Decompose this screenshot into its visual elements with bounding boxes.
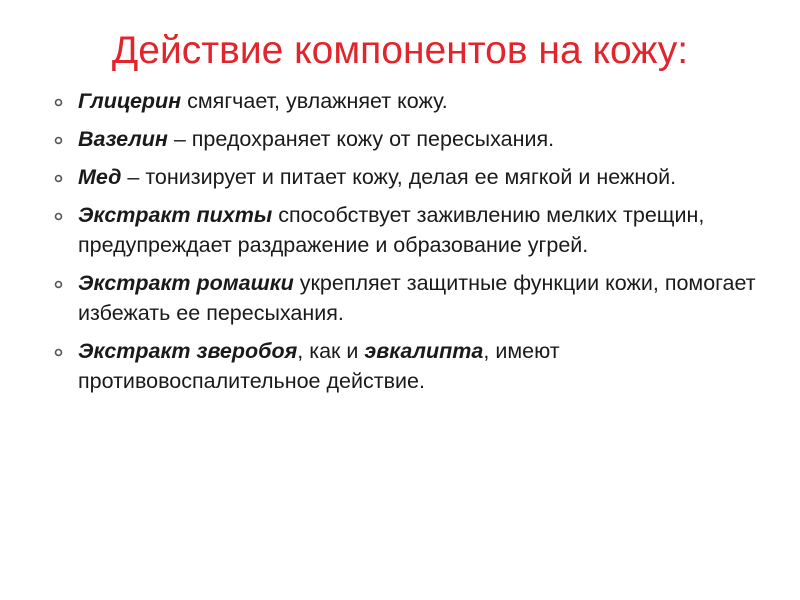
item-text: укрепляет защитные функции кожи, помогает избежать ее пересыхания. — [78, 271, 756, 325]
item-term-2: эвкалипта — [364, 339, 484, 363]
item-term: Глицерин — [78, 89, 182, 113]
ring-bullet-icon — [54, 174, 63, 183]
item-text-2: , имеют противовоспалительное действие. — [78, 339, 560, 393]
item-term: Экстракт пихты — [78, 203, 273, 227]
item-term: Экстракт зверобоя — [78, 339, 298, 363]
list-item — [52, 336, 772, 396]
ring-bullet-icon — [54, 136, 63, 145]
item-text: – предохраняет кожу от пересыхания. — [167, 127, 555, 151]
item-term: Вазелин — [78, 127, 168, 151]
item-text: способствует заживлению мелких трещин, предупреждает раздражение и образование угрей. — [78, 203, 705, 257]
list-item — [52, 268, 772, 328]
slide-title: Действие компонентов на кожу: — [111, 29, 689, 72]
list-item — [52, 200, 772, 260]
ring-bullet-icon — [54, 280, 63, 289]
item-text: – тонизирует и питает кожу, делая ее мягкой и нежной. — [121, 165, 677, 189]
item-text: смягчает, увлажняет кожу. — [181, 89, 448, 113]
item-term: Мед — [78, 165, 122, 189]
list-item — [52, 124, 772, 154]
ring-bullet-icon — [54, 212, 63, 221]
ring-bullet-icon — [54, 98, 63, 107]
ring-bullet-icon — [54, 348, 63, 357]
item-term: Экстракт ромашки — [78, 271, 294, 295]
bullet-list — [52, 86, 772, 404]
list-item — [52, 162, 772, 192]
list-item — [52, 86, 772, 116]
item-text: , как и — [297, 339, 365, 363]
